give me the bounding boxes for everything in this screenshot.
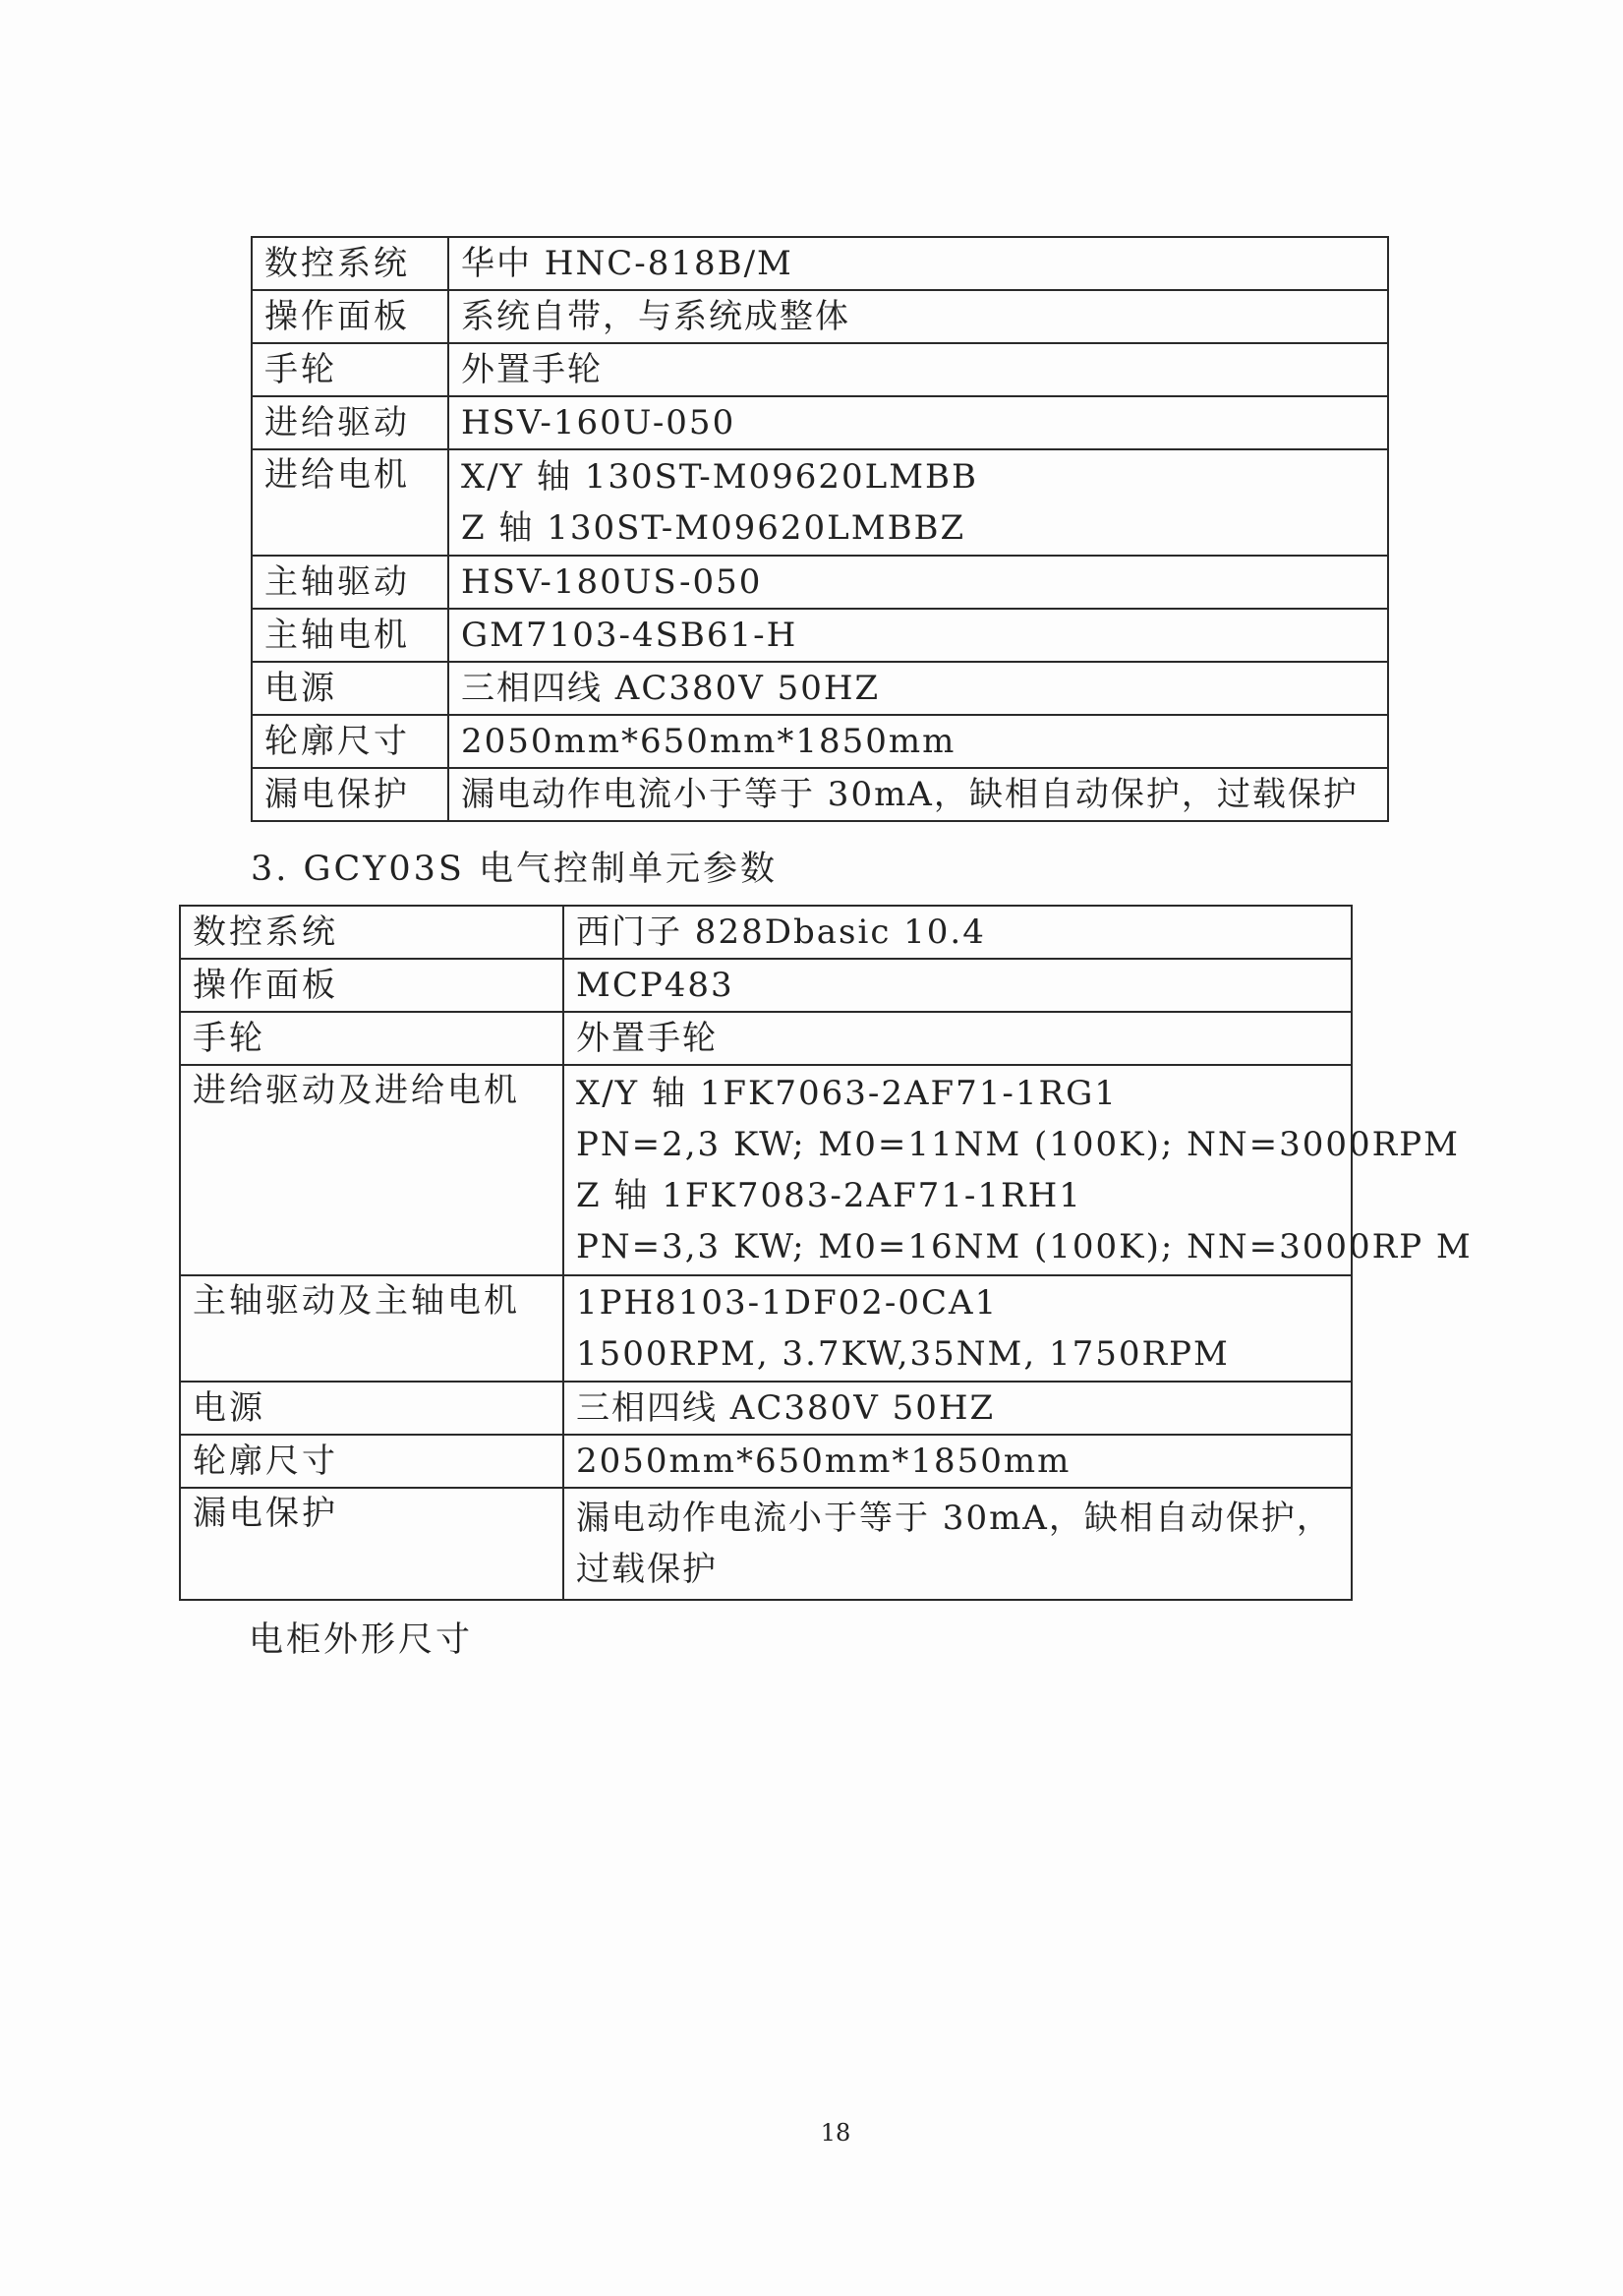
param-name: 进给驱动及进给电机	[180, 1065, 563, 1275]
table-row	[252, 237, 1388, 290]
param-value: 漏电动作电流小于等于 30mA，缺相自动保护，过载保护	[563, 1488, 1352, 1600]
table-row	[252, 609, 1388, 662]
param-name: 操作面板	[180, 959, 563, 1012]
value-line: Z 轴 1FK7083-2AF71-1RH1	[576, 1176, 1082, 1215]
section-heading: 3. GCY03S 电气控制单元参数	[251, 850, 779, 889]
param-value: 西门子 828Dbasic 10.4	[563, 906, 1352, 959]
param-name: 电源	[252, 662, 448, 715]
param-name: 操作面板	[252, 290, 448, 343]
table-row	[180, 959, 1352, 1012]
param-value: HSV-180US-050	[448, 556, 1388, 609]
param-value: HSV-160U-050	[448, 396, 1388, 449]
param-name: 电源	[180, 1382, 563, 1435]
param-value: 三相四线 AC380V 50HZ	[563, 1382, 1352, 1435]
table-row	[252, 449, 1388, 556]
cabinet-dimensions-heading: 电柜外形尺寸	[249, 1620, 474, 1660]
value-line: 1PH8103-1DF02-0CA1	[576, 1283, 999, 1323]
table-row	[180, 1382, 1352, 1435]
param-name: 轮廓尺寸	[252, 715, 448, 768]
table-row	[252, 556, 1388, 609]
table-row	[180, 1435, 1352, 1488]
param-name: 主轴驱动	[252, 556, 448, 609]
param-name: 主轴电机	[252, 609, 448, 662]
value-line: 1500RPM, 3.7KW,35NM, 1750RPM	[576, 1334, 1230, 1374]
value-line: X/Y 轴 1FK7063-2AF71-1RG1	[576, 1074, 1118, 1113]
table-row	[252, 662, 1388, 715]
table-row	[180, 1012, 1352, 1065]
table-row	[252, 290, 1388, 343]
param-name: 手轮	[252, 343, 448, 396]
param-name: 漏电保护	[180, 1488, 563, 1600]
param-value: 2050mm*650mm*1850mm	[563, 1435, 1352, 1488]
table-row	[252, 715, 1388, 768]
param-name: 手轮	[180, 1012, 563, 1065]
value-line: Z 轴 130ST-M09620LMBBZ	[461, 508, 966, 548]
param-name: 轮廓尺寸	[180, 1435, 563, 1488]
spec-table-hnc818	[251, 236, 1389, 822]
spec-table-gcy03s	[179, 905, 1473, 1601]
value-line: PN=2,3 KW; M0=11NM (100K); NN=3000RPM	[576, 1125, 1460, 1164]
table-row	[180, 1065, 1352, 1275]
param-value: 外置手轮	[563, 1012, 1352, 1065]
param-value	[563, 1065, 1473, 1275]
param-value	[448, 449, 1388, 556]
param-value	[563, 1275, 1352, 1382]
param-value: MCP483	[563, 959, 1352, 1012]
param-name: 主轴驱动及主轴电机	[180, 1275, 563, 1382]
table-row	[252, 396, 1388, 449]
param-value: 外置手轮	[448, 343, 1388, 396]
table-row	[180, 1275, 1352, 1382]
param-value: 三相四线 AC380V 50HZ	[448, 662, 1388, 715]
param-value: 漏电动作电流小于等于 30mA，缺相自动保护，过载保护	[448, 768, 1388, 821]
param-name: 漏电保护	[252, 768, 448, 821]
value-line: X/Y 轴 130ST-M09620LMBB	[461, 457, 979, 497]
table-row	[180, 906, 1352, 959]
param-value: GM7103-4SB61-H	[448, 609, 1388, 662]
table-row	[180, 1488, 1352, 1600]
table-row	[252, 768, 1388, 821]
param-value: 2050mm*650mm*1850mm	[448, 715, 1388, 768]
param-name: 数控系统	[252, 237, 448, 290]
param-value: 华中 HNC-818B/M	[448, 237, 1388, 290]
param-name: 进给驱动	[252, 396, 448, 449]
param-name: 进给电机	[252, 449, 448, 556]
page-number: 18	[820, 2119, 851, 2147]
param-name: 数控系统	[180, 906, 563, 959]
param-value: 系统自带，与系统成整体	[448, 290, 1388, 343]
table-row	[252, 343, 1388, 396]
value-line: PN=3,3 KW; M0=16NM (100K); NN=3000RP M	[576, 1227, 1473, 1266]
